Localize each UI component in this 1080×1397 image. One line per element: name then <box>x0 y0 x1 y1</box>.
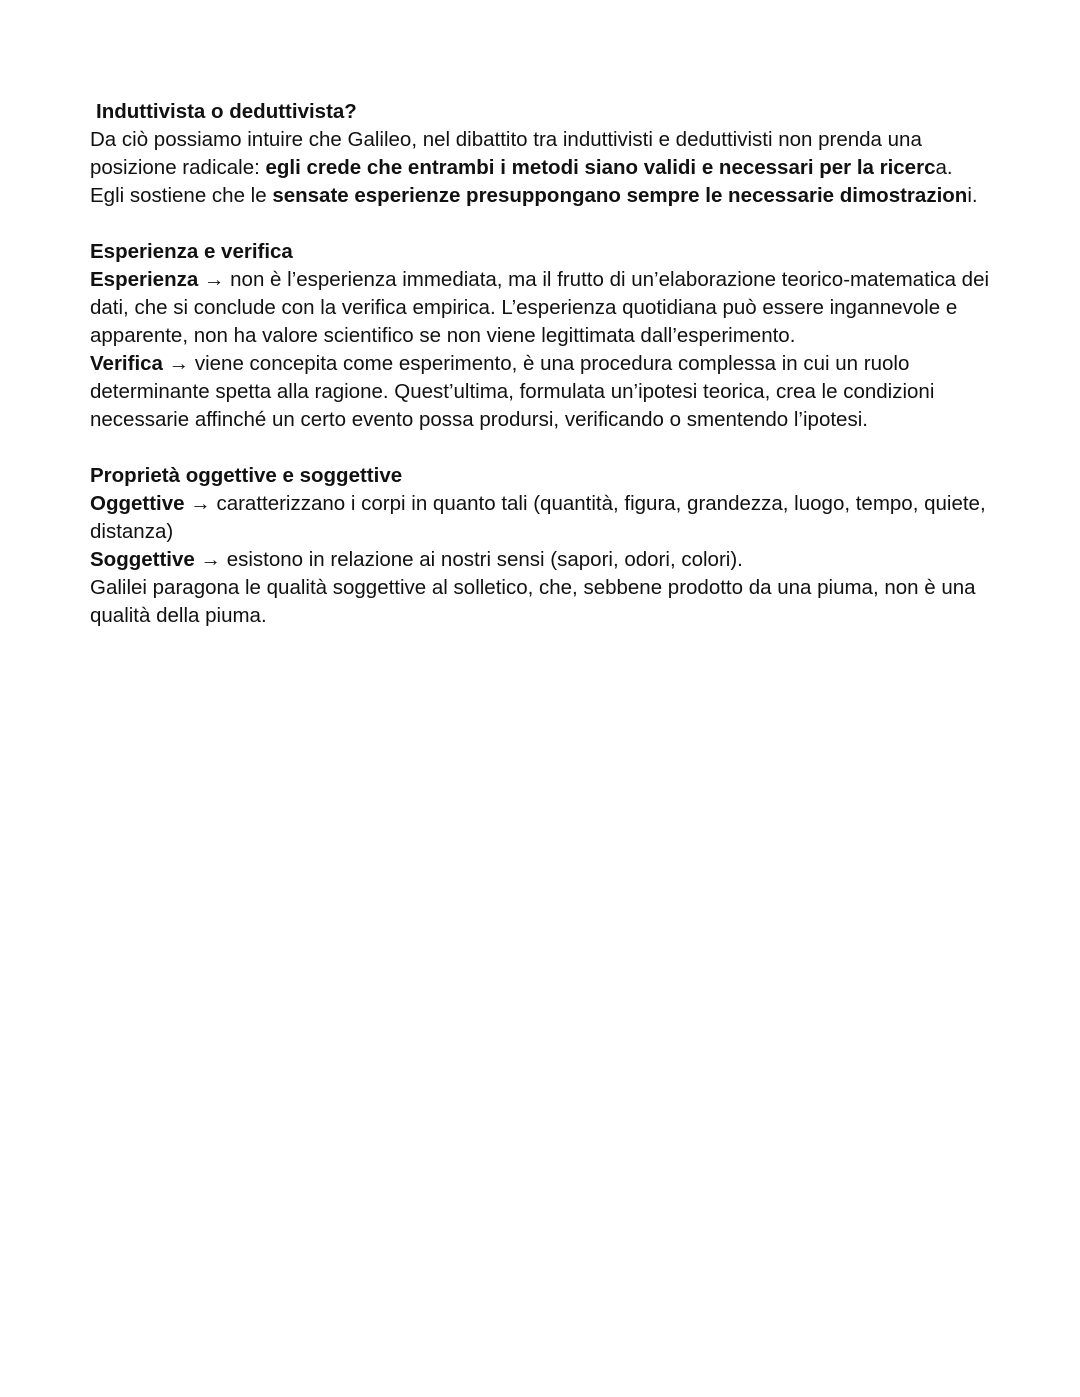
document-page <box>90 98 1010 658</box>
definition-esperienza <box>90 266 1010 350</box>
paragraph <box>90 182 1010 210</box>
definition-text: → esistono in relazione ai nostri sensi (sapori, odori, colori). <box>194 548 743 571</box>
definition-text: → viene concepita come esperimento, è una procedura complessa in cui un ruolo determinante spetta alla ragione. Quest’ultima, formulata un’ipotesi teorica, crea le condizioni necessarie affinché un certo evento possa prodursi, verificando o smentendo l’ipotesi. <box>90 352 935 431</box>
paragraph-text: Da ciò possiamo intuire che Galileo, nel dibattito tra induttivisti e deduttivisti non prenda una posizione radicale: <box>90 128 922 179</box>
definition-text: → non è l’esperienza immediata, ma il frutto di un’elaborazione teorico-matematica dei dati, che si conclude con la verifica empirica. L’esperienza quotidiana può essere ingannevole e apparente, non ha valore scientifico se non viene legittimata dall’esperimento. <box>90 268 990 347</box>
paragraph-text: i. <box>967 184 978 207</box>
definition-soggettive <box>90 546 1010 574</box>
term: Verifica <box>90 352 163 375</box>
paragraph <box>90 126 1010 182</box>
section-heading: Esperienza e verifica <box>90 240 293 263</box>
term: Esperienza <box>90 268 199 291</box>
definition-text: → caratterizzano i corpi in quanto tali (quantità, figura, grandezza, luogo, tempo, quiete, distanza) <box>90 492 986 543</box>
section-induttivista <box>90 98 1010 210</box>
paragraph-text: Egli sostiene che le <box>90 184 273 207</box>
bold-text: sensate esperienze presuppongano sempre le necessarie dimostrazion <box>272 184 968 207</box>
section-esperienza-verifica <box>90 238 1010 434</box>
section-heading: Induttivista o deduttivista? <box>96 100 357 123</box>
bold-text: egli crede che entrambi i metodi siano validi e necessari per la ricerc <box>265 156 936 179</box>
term: Soggettive <box>90 548 195 571</box>
closing-paragraph: Galilei paragona le qualità soggettive al solletico, che, sebbene prodotto da una piuma, non è una qualità della piuma. <box>90 576 976 627</box>
section-heading: Proprietà oggettive e soggettive <box>90 464 403 487</box>
paragraph-text: a. <box>935 156 953 179</box>
section-proprieta <box>90 462 1010 630</box>
term: Oggettive <box>90 492 185 515</box>
definition-oggettive <box>90 490 1010 546</box>
definition-verifica <box>90 350 1010 434</box>
